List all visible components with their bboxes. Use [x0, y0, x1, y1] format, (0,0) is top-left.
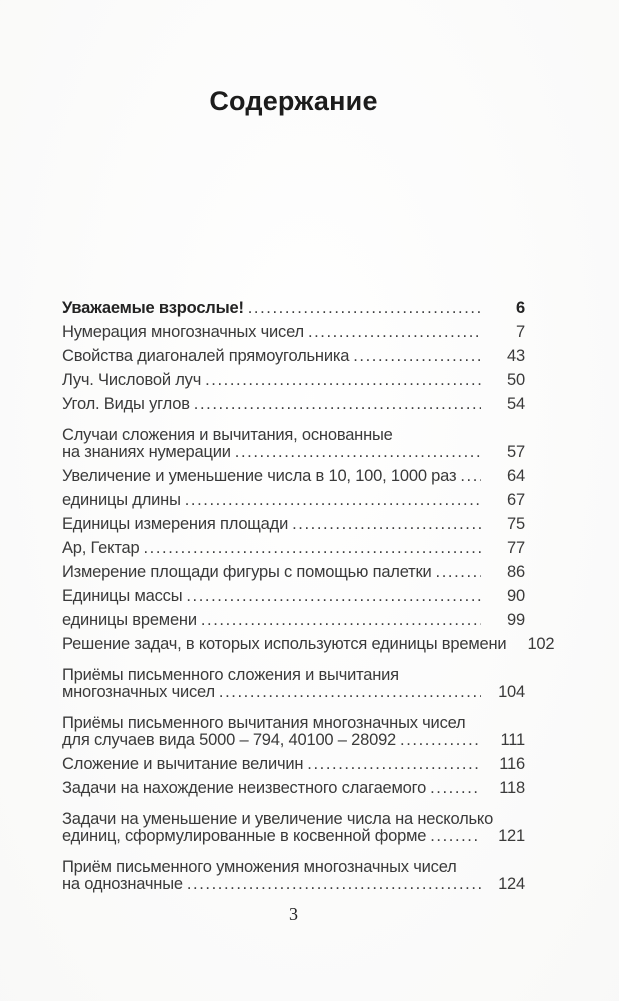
- toc-dot-leader: [403, 656, 481, 680]
- toc-entry-page: 104: [498, 683, 525, 701]
- toc-entry-text: Приёмы письменного сложения и вычитания: [62, 666, 399, 684]
- toc-entry-text: Увеличение и уменьшение числа в 10, 100, 1000 раз: [62, 467, 457, 485]
- toc-dot-leader: [469, 704, 481, 728]
- toc-entry: [62, 872, 525, 896]
- toc-entry: [62, 584, 525, 608]
- toc-entry-page: 67: [507, 491, 525, 509]
- toc-dot-leader: [430, 776, 481, 800]
- toc-entry: [62, 704, 525, 732]
- toc-entry-text: на однозначные: [62, 875, 183, 893]
- toc-entry-page: 75: [507, 515, 525, 533]
- toc-entry: [62, 512, 525, 536]
- toc-entry-page: 86: [507, 563, 525, 581]
- toc-entry-text: Сложение и вычитание величин: [62, 755, 304, 773]
- toc-dot-leader: [308, 320, 481, 344]
- toc-dot-leader: [248, 296, 481, 320]
- toc-entry: [62, 560, 525, 584]
- toc-entry-page: 90: [507, 587, 525, 605]
- toc-content: [62, 0, 555, 925]
- toc-entry: [62, 368, 525, 392]
- toc-entry-page: 43: [507, 347, 525, 365]
- toc-entry-page: 57: [507, 443, 525, 461]
- toc-entry-text: единицы длины: [62, 491, 181, 509]
- toc-entry: [62, 752, 525, 776]
- toc-entry-text: единиц, сформулированные в косвенной форме: [62, 827, 427, 845]
- toc-entry-text: Задачи на нахождение неизвестного слагаемого: [62, 779, 427, 797]
- toc-dot-leader: [460, 464, 481, 488]
- toc-entry-text: единицы времени: [62, 611, 197, 629]
- toc-entry-text: Уважаемые взрослые!: [62, 299, 244, 317]
- toc-entry: [62, 632, 555, 656]
- toc-list: [62, 296, 555, 896]
- toc-dot-leader: [397, 416, 481, 440]
- toc-entry: [62, 848, 525, 876]
- toc-dot-leader: [436, 560, 481, 584]
- toc-entry-text: многозначных чисел: [62, 683, 215, 701]
- toc-dot-leader: [353, 344, 481, 368]
- toc-entry-page: 6: [516, 299, 525, 317]
- toc-entry: [62, 776, 525, 800]
- toc-entry: [62, 656, 525, 684]
- toc-entry-text: Нумерация многозначных чисел: [62, 323, 304, 341]
- toc-entry-text: Единицы массы: [62, 587, 183, 605]
- toc-dot-leader: [307, 752, 481, 776]
- toc-dot-leader: [185, 488, 481, 512]
- toc-entry-text: Угол. Виды углов: [62, 395, 190, 413]
- toc-entry-page: 99: [507, 611, 525, 629]
- toc-entry-page: 54: [507, 395, 525, 413]
- toc-dot-leader: [187, 872, 481, 896]
- toc-entry-text: для случаев вида 5000 – 794, 40100 – 28092: [62, 731, 397, 749]
- toc-entry-page: 102: [527, 635, 555, 653]
- toc-entry: [62, 728, 525, 752]
- toc-entry: [62, 536, 525, 560]
- toc-entry: [62, 800, 525, 828]
- toc-entry-text: Приёмы письменного вычитания многозначных чисел: [62, 714, 466, 732]
- toc-entry-text: Ар, Гектар: [62, 539, 140, 557]
- toc-entry: [62, 320, 525, 344]
- toc-dot-leader: [292, 512, 481, 536]
- toc-entry-page: 116: [499, 755, 525, 773]
- toc-entry-text: Измерение площади фигуры с помощью палетки: [62, 563, 432, 581]
- contents-title: Содержание: [209, 86, 378, 116]
- toc-entry-page: 50: [507, 371, 525, 389]
- toc-entry: [62, 488, 525, 512]
- toc-entry: [62, 680, 525, 704]
- toc-entry: [62, 440, 525, 464]
- toc-entry: [62, 416, 525, 444]
- toc-dot-leader: [201, 608, 481, 632]
- toc-dot-leader: [186, 584, 481, 608]
- toc-entry-text: Случаи сложения и вычитания, основанные: [62, 426, 393, 444]
- toc-entry-page: 111: [500, 731, 525, 749]
- toc-entry-page: 7: [516, 323, 525, 341]
- toc-entry-text: Луч. Числовой луч: [62, 371, 202, 389]
- toc-entry: [62, 824, 525, 848]
- toc-entry-text: Задачи на уменьшение и увеличение числа на несколько: [62, 810, 494, 828]
- toc-entry: [62, 392, 525, 416]
- toc-entry-text: Единицы измерения площади: [62, 515, 289, 533]
- toc-dot-leader: [461, 848, 481, 872]
- toc-entry-page: 64: [507, 467, 525, 485]
- toc-dot-leader: [219, 680, 481, 704]
- page-number: 3: [289, 904, 298, 924]
- toc-entry-text: на знаниях нумерации: [62, 443, 231, 461]
- toc-entry-text: Решение задач, в которых используются единицы времени: [62, 635, 507, 653]
- toc-entry-text: Свойства диагоналей прямоугольника: [62, 347, 350, 365]
- toc-entry-text: Приём письменного умножения многозначных чисел: [62, 858, 457, 876]
- toc-entry: [62, 464, 525, 488]
- toc-entry: [62, 344, 525, 368]
- toc-entry: [62, 608, 525, 632]
- toc-entry-page: 121: [498, 827, 525, 845]
- toc-entry-page: 124: [498, 875, 525, 893]
- toc-dot-leader: [194, 392, 481, 416]
- toc-dot-leader: [430, 824, 481, 848]
- toc-entry-page: 77: [507, 539, 525, 557]
- toc-dot-leader: [235, 440, 481, 464]
- toc-dot-leader: [205, 368, 481, 392]
- toc-dot-leader: [400, 728, 481, 752]
- toc-entry-page: 118: [499, 779, 525, 797]
- toc-dot-leader: [144, 536, 482, 560]
- toc-entry: [62, 296, 525, 320]
